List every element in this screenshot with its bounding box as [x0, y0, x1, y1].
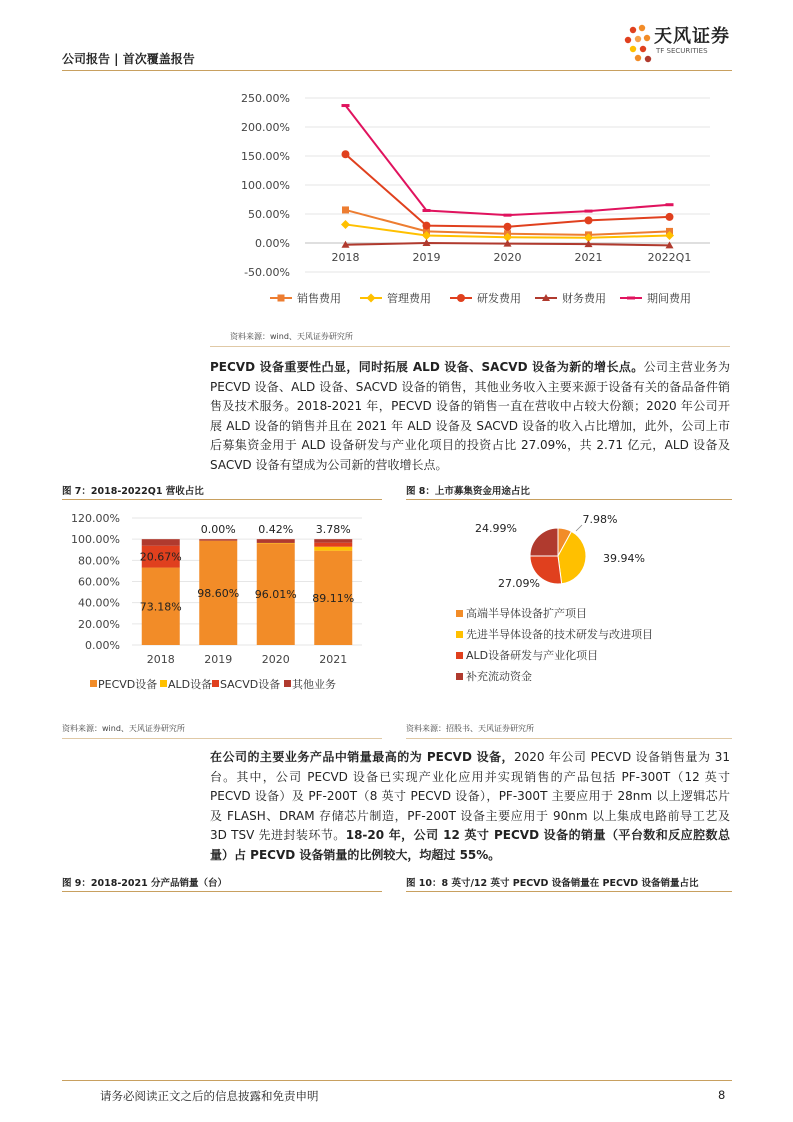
legend-swatch [456, 652, 463, 659]
footer-rule [62, 1080, 732, 1081]
bar-segment [142, 539, 180, 546]
legend-label: ALD设备研发与产业化项目 [466, 649, 599, 662]
pie-label: 27.09% [498, 577, 540, 590]
header-rule [62, 70, 732, 71]
fig7-rule [62, 499, 382, 500]
data-point [423, 222, 431, 230]
legend-label: 其他业务 [292, 678, 336, 691]
fig8-source: 资料来源：招股书、天风证券研究所 [406, 724, 534, 733]
y-tick-label: 60.00% [78, 575, 120, 589]
data-point [342, 150, 350, 158]
page-number: 8 [718, 1088, 726, 1102]
logo-text: 天风证券 [654, 26, 730, 47]
x-tick-label: 2021 [574, 251, 603, 264]
chart1-source-rule [210, 346, 730, 347]
legend-swatch [456, 631, 463, 638]
y-tick-label: 0.00% [255, 237, 290, 250]
y-tick-label: 20.00% [78, 617, 120, 631]
legend-swatch [284, 680, 291, 687]
data-label: 96.01% [254, 588, 297, 602]
fig7-source-rule [62, 738, 382, 739]
fig8-rule [406, 499, 732, 500]
data-label: 89.11% [312, 591, 355, 605]
legend-label: 研发费用 [477, 292, 521, 305]
data-point [585, 216, 593, 224]
y-tick-label: 150.00% [241, 150, 290, 163]
data-point [341, 220, 350, 229]
y-tick-label: 100.00% [71, 533, 120, 547]
legend-marker [457, 294, 465, 302]
fig7-title: 图 7：2018-2022Q1 营收占比 [62, 486, 204, 497]
fig10-rule [406, 891, 732, 892]
x-tick-label: 2020 [493, 251, 522, 264]
data-point [423, 209, 431, 212]
data-point [504, 223, 512, 231]
y-tick-label: 200.00% [241, 121, 290, 134]
legend-swatch [456, 610, 463, 617]
y-tick-label: 80.00% [78, 554, 120, 568]
legend-marker [278, 295, 285, 302]
fig8-source-rule [406, 738, 732, 739]
y-tick-label: 120.00% [71, 512, 120, 525]
data-label: 73.18% [139, 600, 182, 614]
fig9-rule [62, 891, 382, 892]
legend-label: 财务费用 [562, 292, 606, 305]
revenue-share-chart [62, 505, 382, 700]
series-line [346, 106, 670, 216]
logo-subtext: TF SECURITIES [656, 47, 708, 55]
x-tick-label: 2019 [204, 653, 233, 666]
fig7-source: 资料来源：wind、天风证券研究所 [62, 724, 185, 733]
legend-label: SACVD设备 [220, 678, 281, 691]
para2-body: 2020 年公司 PECVD 设备销售量为 31 台。其中，公司 PECVD 设备已实现产业化应用并实现销售的产品包括 PF-300T（12 英寸 PECVD 设备）及 PF-200T（8 英寸 PECVD 设备），PF-300T 主要应用于 28nm 以上逻辑芯片及 FLASH、DRAM 存储芯片制造，PF-200T 设备主要应用于 90nm 以上集成电路前导工艺及 3D TSV 先进封装环节。 [210, 750, 730, 842]
pie-label: 24.99% [475, 522, 517, 535]
data-point [342, 104, 350, 107]
data-label: 3.78% [315, 523, 351, 537]
para1-body: 公司主营业务为 PECVD 设备、ALD 设备、SACVD 设备的销售，其他业务收入主要来源于设备有关的备品备件销售及技术服务。2018-2021 年，PECVD 设备的销售一直在营收中占较大份额；2020 年公司开展 ALD 设备的销售并且在 2021 年 ALD 设备及 SACVD 设备的收入占比增加，此外，公司上市后募集资金用于 ALD 设备研发与产业化项目的投资占比 27.09%，共 2.71 亿元，ALD 设备及 SACVD 设备有望成为公司新的营收增长点。 [210, 360, 730, 472]
y-tick-label: 0.00% [85, 639, 120, 652]
legend-swatch [90, 680, 97, 687]
data-point [504, 214, 512, 217]
legend-swatch [160, 680, 167, 687]
bar-segment [314, 539, 352, 543]
y-tick-label: 250.00% [241, 92, 290, 105]
x-tick-label: 2020 [261, 653, 290, 666]
legend-label: 高端半导体设备扩产项目 [466, 607, 587, 620]
y-tick-label: 50.00% [248, 208, 290, 221]
fig8-title: 图 8：上市募集资金用途占比 [406, 486, 530, 497]
legend-label: 管理费用 [387, 292, 431, 305]
data-point [585, 210, 593, 213]
y-tick-label: -50.00% [244, 266, 290, 279]
data-point [342, 206, 349, 213]
bar-segment [314, 547, 352, 551]
pie-label: 39.94% [603, 552, 645, 565]
x-tick-label: 2021 [319, 653, 348, 666]
pie-slice [530, 528, 558, 556]
data-point [666, 213, 674, 221]
data-label: 0.42% [258, 523, 294, 537]
y-tick-label: 40.00% [78, 596, 120, 610]
pie-label: 7.98% [582, 513, 618, 526]
legend-label: ALD设备 [168, 678, 213, 691]
header-title: 公司报告 | 首次覆盖报告 [62, 52, 195, 66]
bar-segment [199, 539, 237, 540]
data-label: 98.60% [197, 586, 240, 600]
y-tick-label: 100.00% [241, 179, 290, 192]
legend-marker [627, 297, 635, 300]
data-label: 0.00% [200, 523, 236, 537]
legend-label: 期间费用 [647, 292, 691, 305]
legend-label: 销售费用 [297, 292, 341, 305]
x-tick-label: 2022Q1 [647, 251, 692, 264]
expense-ratio-chart [210, 85, 730, 320]
fig9-title: 图 9：2018-2021 分产品销量（台） [62, 878, 228, 889]
ipo-fund-use-chart [406, 505, 732, 700]
x-tick-label: 2018 [146, 653, 175, 666]
legend-marker [367, 294, 376, 303]
x-tick-label: 2019 [412, 251, 441, 264]
footer-disclaimer: 请务必阅读正文之后的信息披露和免责申明 [100, 1089, 319, 1103]
paragraph-1 [210, 358, 730, 475]
fig10-title: 图 10：8 英寸/12 英寸 PECVD 设备销量在 PECVD 设备销量占比 [406, 878, 699, 889]
legend-label: PECVD设备 [98, 678, 158, 691]
bar-segment [314, 543, 352, 547]
bar-segment [257, 539, 295, 543]
para2-lead: 在公司的主要业务产品中销量最高的为 PECVD 设备， [210, 750, 515, 764]
legend-swatch [456, 673, 463, 680]
paragraph-2 [210, 748, 730, 865]
legend-label: 补充流动资金 [466, 670, 532, 683]
x-tick-label: 2018 [331, 251, 360, 264]
legend-swatch [212, 680, 219, 687]
legend-label: 先进半导体设备的技术研发与改进项目 [466, 628, 653, 641]
data-point [666, 203, 674, 206]
leader-line [576, 525, 582, 531]
data-label: 20.67% [139, 550, 182, 564]
para1-lead: PECVD 设备重要性凸显，同时拓展 ALD 设备、SACVD 设备为新的增长点。 [210, 360, 644, 374]
chart1-source: 资料来源：wind、天风证券研究所 [230, 332, 353, 341]
para2-conclusion: 18-20 年，公司 12 英寸 PECVD 设备的销量（平台数和反应腔数总量）占 PECVD 设备销量的比例较大，均超过 55%。 [210, 828, 730, 862]
